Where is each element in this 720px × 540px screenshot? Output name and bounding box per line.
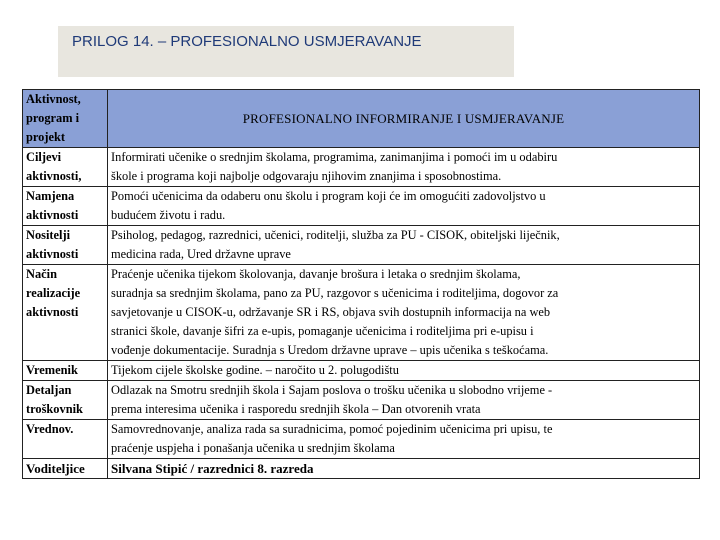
- label-cell-method: [23, 265, 108, 361]
- table-row-purpose: [23, 187, 700, 226]
- label-line: projekt: [26, 130, 66, 144]
- value-cell-holders: [108, 226, 700, 265]
- value-line: Informirati učenike o srednjim školama, programima, zanimanjima i pomoći im u odabiru: [111, 150, 558, 164]
- value-cell-schedule: [108, 361, 700, 381]
- value-cell-evaluation: [108, 420, 700, 459]
- value-cell-leaders: Silvana Stipić / razrednici 8. razreda: [108, 459, 700, 479]
- label-line: Nositelji: [26, 228, 71, 242]
- label-line: aktivnosti: [26, 208, 79, 222]
- label-line: aktivnosti,: [26, 169, 82, 183]
- table-row-schedule: [23, 361, 700, 381]
- table-row-goals: [23, 148, 700, 187]
- label-cell-goals: [23, 148, 108, 187]
- activity-table: [22, 89, 700, 479]
- table-row-costs: [23, 381, 700, 420]
- label-line: Ciljevi: [26, 150, 62, 164]
- value-line: Odlazak na Smotru srednjih škola i Sajam poslova o trošku učenika u slobodno vrijeme -: [111, 383, 553, 397]
- value-line: vođenje dokumentacije. Suradnja s Uredom državne uprave – upis učenika s teškoćama.: [111, 343, 549, 357]
- value-line: praćenje uspjeha i ponašanja učenika u srednjim školama: [111, 441, 395, 455]
- value-line: Psiholog, pedagog, razrednici, učenici, roditelji, služba za PU - CISOK, obiteljski liječnik,: [111, 228, 560, 242]
- label-line: aktivnosti: [26, 305, 79, 319]
- value-cell-purpose: [108, 187, 700, 226]
- header-banner: [58, 26, 514, 77]
- value-line: stranici škole, davanje šifri za e-upis, pomaganje učenicima i roditeljima pri e-upisu i: [111, 324, 534, 338]
- label-line: realizacije: [26, 286, 81, 300]
- table-row-holders: [23, 226, 700, 265]
- label-line: troškovnik: [26, 402, 83, 416]
- label-line: Vremenik: [26, 363, 78, 377]
- value-line: Praćenje učenika tijekom školovanja, davanje brošura i letaka o srednjim školama,: [111, 267, 521, 281]
- table-row-leaders: [23, 459, 700, 479]
- label-cell-schedule: [23, 361, 108, 381]
- value-line: škole i programa koji najbolje odgovaraju njihovim znanjima i sposobnostima.: [111, 169, 502, 183]
- value-line: Samovrednovanje, analiza rada sa suradnicima, pomoć pojedinim učenicima pri upisu, te: [111, 422, 553, 436]
- value-cell-goals: [108, 148, 700, 187]
- label-line: Aktivnost,: [26, 92, 81, 106]
- value-line: Pomoći učenicima da odaberu onu školu i program koji će im omogućiti zadovoljstvo u: [111, 189, 546, 203]
- label-cell-purpose: [23, 187, 108, 226]
- value-cell-costs: [108, 381, 700, 420]
- label-line: Vrednov.: [26, 422, 74, 436]
- label-cell-leaders: Voditeljice: [23, 459, 108, 479]
- label-line: Detaljan: [26, 383, 72, 397]
- label-cell-evaluation: [23, 420, 108, 459]
- label-line: Namjena: [26, 189, 75, 203]
- value-line: budućem životu i radu.: [111, 208, 226, 222]
- table-row-title: [23, 90, 700, 148]
- label-cell-costs: [23, 381, 108, 420]
- label-cell-activity: [23, 90, 108, 148]
- page-title: PRILOG 14. – PROFESIONALNO USMJERAVANJE: [72, 33, 422, 50]
- value-line: medicina rada, Ured državne uprave: [111, 247, 291, 261]
- value-line: suradnja sa srednjim školama, pano za PU, razgovor s učenicima i roditeljima, dogovor za: [111, 286, 559, 300]
- value-line: prema interesima učenika i rasporedu srednjih škola – Dan otvorenih vrata: [111, 402, 481, 416]
- table-row-method: [23, 265, 700, 361]
- label-line: Način: [26, 267, 57, 281]
- label-line: aktivnosti: [26, 247, 79, 261]
- value-cell-method: [108, 265, 700, 361]
- value-line: Tijekom cijele školske godine. – naročito u 2. polugodištu: [111, 363, 399, 377]
- activity-title-cell: PROFESIONALNO INFORMIRANJE I USMJERAVANJE: [108, 90, 700, 148]
- label-cell-holders: [23, 226, 108, 265]
- value-line: savjetovanje u CISOK-u, održavanje SR i RS, objava svih dostupnih informacija na web: [111, 305, 551, 319]
- table-row-evaluation: [23, 420, 700, 459]
- label-line: program i: [26, 111, 80, 125]
